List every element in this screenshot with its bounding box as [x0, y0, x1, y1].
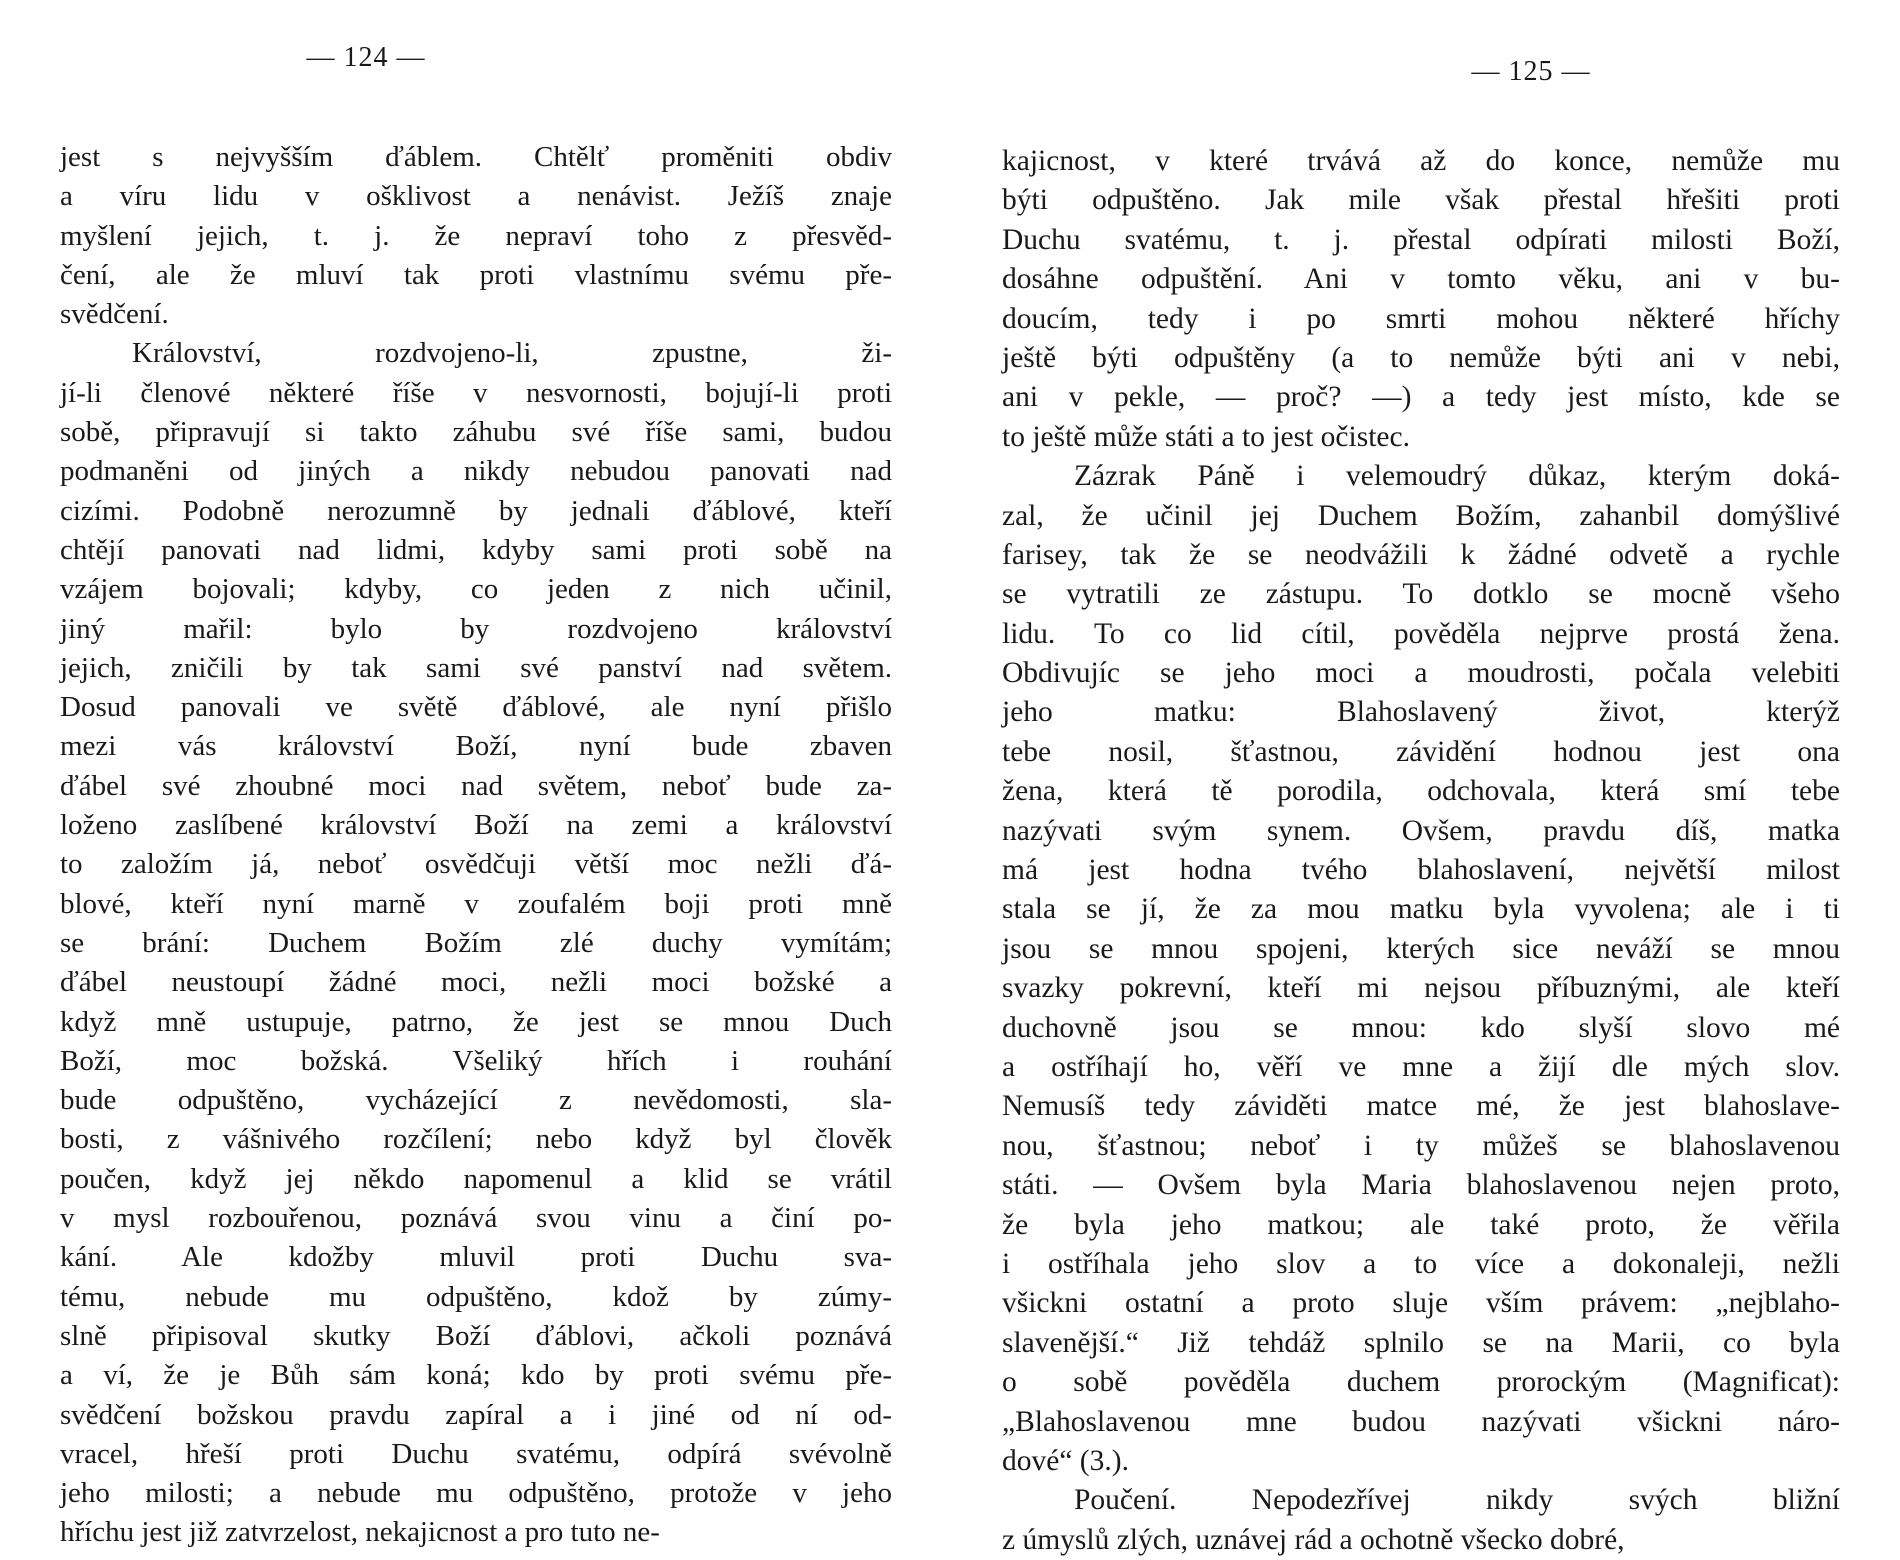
text-line: jeho milosti; a nebude mu odpuštěno, protože v jeho	[60, 1477, 892, 1510]
text-line: jí-li členové některé říše v nesvornosti, bojují-li proti	[60, 376, 892, 409]
text-line: cizími. Podobně nerozumně by jednali ďáblové, kteří	[60, 494, 892, 527]
left-page	[60, 0, 892, 1549]
text-line: „Blahoslavenou mne budou nazývati všickni náro-	[1002, 1405, 1840, 1438]
text-line: nou, šťastnou; neboť i ty můžeš se blahoslavenou	[1002, 1129, 1840, 1162]
text-line: o sobě pověděla duchem prorockým (Magnificat):	[1002, 1366, 1840, 1399]
text-line: podmaněni od jiných a nikdy nebudou panovati nad	[60, 455, 892, 488]
right-page	[1002, 0, 1840, 1556]
text-line: a ostříhají ho, věří ve mne a žijí dle mých slov.	[1002, 1050, 1840, 1083]
text-line: se vytratili ze zástupu. To dotklo se mocně všeho	[1002, 578, 1840, 611]
text-line: mezi vás království Boží, nyní bude zbaven	[60, 730, 892, 763]
text-line: jest s nejvyšším ďáblem. Chtělť proměniti obdiv	[60, 141, 892, 173]
text-line: i ostříhala jeho slov a to více a dokonaleji, nežli	[1002, 1247, 1840, 1280]
text-line: v mysl rozbouřenou, poznává svou vinu a činí po-	[60, 1202, 892, 1235]
text-line: sobě, připravují si takto záhubu své říše sami, budou	[60, 416, 892, 449]
text-line: dové“ (3.).	[1002, 1444, 1129, 1477]
text-line: slavenější.“ Již tehdáž splnilo se na Marii, co byla	[1002, 1326, 1840, 1359]
text-line: ďábel neustoupí žádné moci, nežli moci božské a	[60, 966, 892, 999]
text-line: poučen, když jej někdo napomenul a klid se vrátil	[60, 1162, 892, 1195]
text-line: svazky pokrevní, kteří mi nejsou příbuznými, ale kteří	[1002, 972, 1840, 1005]
text-line: jejich, zničili by tak sami své panství nad světem.	[60, 651, 892, 684]
text-line: duchovně jsou se mnou: kdo slyší slovo mé	[1002, 1011, 1840, 1044]
text-line: farisey, tak že se neodvážili k žádné odvetě a rychle	[1002, 538, 1840, 571]
text-line: vracel, hřeší proti Duchu svatému, odpírá svévolně	[60, 1437, 892, 1470]
page-text	[1002, 142, 1840, 1560]
text-line: Poučení. Nepodezřívej nikdy svých bližní	[1074, 1484, 1840, 1517]
text-line: to založím já, neboť osvědčuji větší moc nežli ďá-	[60, 848, 892, 881]
text-line: žena, která tě porodila, odchovala, která smí tebe	[1002, 775, 1840, 808]
text-line: se brání: Duchem Božím zlé duchy vymítám;	[60, 926, 892, 959]
text-line: tebe nosil, šťastnou, závidění hodnou jest ona	[1002, 735, 1840, 768]
text-line: doucím, tedy i po smrti mohou některé hříchy	[1002, 302, 1840, 335]
text-line: z úmyslů zlých, uznávej rád a ochotně všecko dobré,	[1002, 1523, 1625, 1556]
text-line: svědčení.	[60, 298, 169, 331]
text-line: Obdivujíc se jeho moci a moudrosti, počala velebiti	[1002, 657, 1840, 690]
text-line: stala se jí, že za mou matku byla vyvolena; ale i ti	[1002, 893, 1840, 926]
text-line: Království, rozdvojeno-li, zpustne, ži-	[132, 337, 892, 370]
text-line: Nemusíš tedy záviděti matce mé, že jest blahoslave-	[1002, 1090, 1840, 1123]
text-line: Duchu svatému, t. j. přestal odpírati milosti Boží,	[1002, 223, 1840, 256]
text-line: Boží, moc božská. Všeliký hřích i rouhání	[60, 1044, 892, 1077]
text-line: blové, kteří nyní marně v zoufalém boji proti mně	[60, 887, 892, 920]
text-line: čení, ale že mluví tak proti vlastnímu svému pře-	[60, 258, 892, 291]
text-line: zal, že učinil jej Duchem Božím, zahanbil domýšlivé	[1002, 499, 1840, 532]
text-line: svědčení božskou pravdu zapíral a i jiné od ní od-	[60, 1398, 892, 1431]
text-line: býti odpuštěno. Jak mile však přestal hřešiti proti	[1002, 184, 1840, 217]
text-line: nazývati svým synem. Ovšem, pravdu díš, matka	[1002, 814, 1840, 847]
text-line: ani v pekle, — proč? —) a tedy jest místo, kde se	[1002, 381, 1840, 414]
text-line: slně připisoval skutky Boží ďáblovi, ačkoli poznává	[60, 1319, 892, 1352]
text-line: má jest hodna tvého blahoslavení, největší milost	[1002, 854, 1840, 887]
text-line: všickni ostatní a proto sluje vším právem: „nejblaho-	[1002, 1287, 1840, 1320]
text-line: státi. — Ovšem byla Maria blahoslavenou nejen proto,	[1002, 1169, 1840, 1202]
page-text	[60, 138, 892, 1553]
text-line: ďábel své zhoubné moci nad světem, neboť bude za-	[60, 769, 892, 802]
text-line: jeho matku: Blahoslavený život, kterýž	[1002, 696, 1840, 729]
text-line: bude odpuštěno, vycházející z nevědomosti, sla-	[60, 1084, 892, 1117]
text-line: a ví, že je Bůh sám koná; kdo by proti svému pře-	[60, 1359, 892, 1392]
text-line: a víru lidu v ošklivost a nenávist. Ježíš znaje	[60, 180, 892, 213]
text-line: Dosud panovali ve světě ďáblové, ale nyní přišlo	[60, 691, 892, 724]
text-line: lidu. To co lid cítil, pověděla nejprve prostá žena.	[1002, 617, 1840, 650]
text-line: chtějí panovati nad lidmi, kdyby sami proti sobě na	[60, 533, 892, 566]
text-line: když mně ustupuje, patrno, že jest se mnou Duch	[60, 1005, 892, 1038]
text-line: loženo zaslíbené království Boží na zemi a království	[60, 809, 892, 842]
text-line: vzájem bojovali; kdyby, co jeden z nich učinil,	[60, 573, 892, 606]
page-number: — 124 —	[306, 42, 426, 73]
text-line: tému, nebude mu odpuštěno, kdož by zúmy-	[60, 1280, 892, 1313]
page-number: — 125 —	[1471, 56, 1591, 87]
text-line: myšlení jejich, t. j. že nepraví toho z přesvěd-	[60, 219, 892, 252]
text-line: že byla jeho matkou; ale také proto, že věřila	[1002, 1208, 1840, 1241]
text-line: Zázrak Páně i velemoudrý důkaz, kterým doká-	[1074, 460, 1840, 493]
text-line: kajicnost, v které trvává až do konce, nemůže mu	[1002, 145, 1840, 177]
text-line: hříchu jest již zatvrzelost, nekajicnost a pro tuto ne-	[60, 1516, 660, 1549]
text-line: bosti, z vášnivého rozčílení; nebo když byl člověk	[60, 1123, 892, 1156]
text-line: to ještě může státi a to jest očistec.	[1002, 420, 1410, 453]
text-line: kání. Ale kdožby mluvil proti Duchu sva-	[60, 1241, 892, 1274]
text-line: ještě býti odpuštěny (a to nemůže býti ani v nebi,	[1002, 341, 1840, 374]
text-line: jsou se mnou spojeni, kterých sice neváží se mnou	[1002, 932, 1840, 965]
text-line: jiný mařil: bylo by rozdvojeno království	[60, 612, 892, 645]
text-line: dosáhne odpuštění. Ani v tomto věku, ani v bu-	[1002, 263, 1840, 296]
